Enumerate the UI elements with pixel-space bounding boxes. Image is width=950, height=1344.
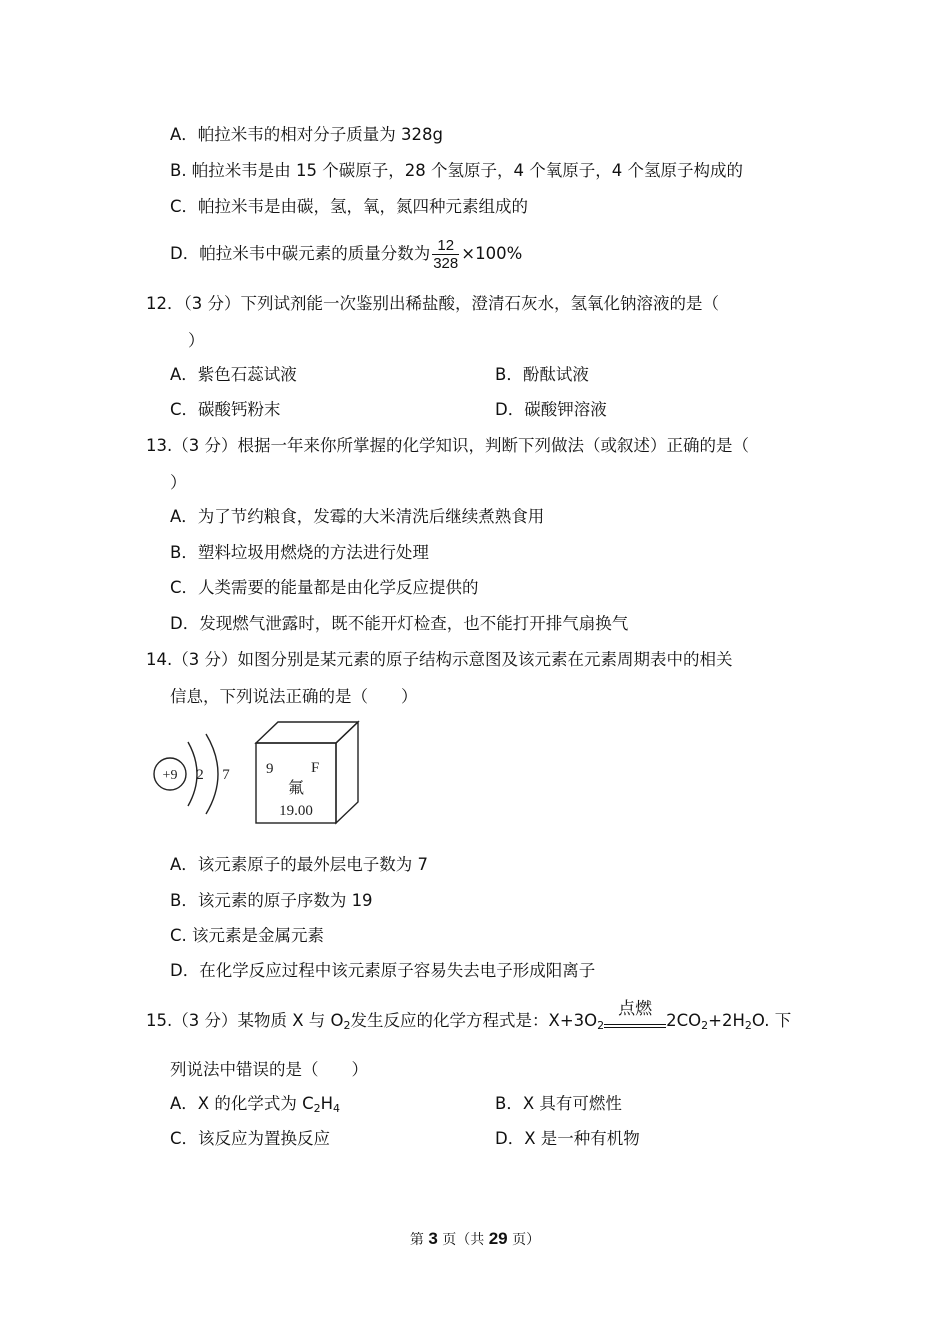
q11-option-c: C．帕拉米韦是由碳，氢，氧，氮四种元素组成的 [170, 197, 529, 216]
fraction-denominator: 328 [433, 255, 459, 272]
q11-option-b: B. 帕拉米韦是由 15 个碳原子，28 个氢原子，4 个氧原子，4 个氢原子构成的 [170, 161, 744, 180]
q11-option-a: A．帕拉米韦的相对分子质量为 328g [170, 125, 443, 144]
footer-prefix: 第 [409, 1232, 429, 1248]
subscript: 2 [343, 1019, 351, 1032]
q14-option-d: D．在化学反应过程中该元素原子容易失去电子形成阳离子 [170, 961, 596, 980]
q13-option-d: D．发现燃气泄露时，既不能开灯检查，也不能打开排气扇换气 [170, 614, 629, 633]
footer-middle: 页（共 [437, 1232, 489, 1248]
q14-option-b: B．该元素的原子序数为 19 [170, 891, 373, 910]
q15-option-c: C．该反应为置换反应 [170, 1129, 331, 1148]
q12-stem: 12．（3 分）下列试剂能一次鉴别出稀盐酸，澄清石灰水，氢氧化钠溶液的是（ [146, 294, 719, 313]
q15-option-a-h: H [320, 1094, 334, 1113]
q13-option-c: C．人类需要的能量都是由化学反应提供的 [170, 578, 479, 597]
q12-option-d: D．碳酸钾溶液 [495, 400, 607, 419]
q11-option-d-suffix: ×100% [461, 244, 523, 263]
q15-stem-part-c: 2CO [666, 1011, 702, 1030]
q14-stem-line2: 信息，下列说法正确的是（ ） [170, 687, 418, 706]
reaction-arrow [604, 999, 666, 1032]
subscript: 2 [701, 1019, 709, 1032]
fluorine-figure [146, 718, 376, 828]
shell-1-electrons: 2 [196, 767, 204, 783]
q14-option-c: C. 该元素是金属元素 [170, 926, 325, 945]
subscript: 4 [333, 1102, 341, 1115]
q15-stem-part-d: +2H [708, 1011, 745, 1030]
current-page: 3 [428, 1229, 438, 1248]
q15-stem-line2: 列说法中错误的是（ ） [170, 1060, 368, 1079]
q13-option-a: A．为了节约粮食，发霉的大米清洗后继续煮熟食用 [170, 507, 545, 526]
q12-option-c: C．碳酸钙粉末 [170, 400, 281, 419]
reaction-condition: 点燃 [618, 999, 653, 1019]
page-footer [0, 1229, 950, 1249]
q12-option-b: B．酚酞试液 [495, 365, 589, 384]
atomic-number: 9 [266, 761, 274, 777]
q11-option-d-prefix: D．帕拉米韦中碳元素的质量分数为 [170, 244, 431, 263]
subscript: 2 [744, 1019, 752, 1032]
q14-stem: 14.（3 分）如图分别是某元素的原子结构示意图及该元素在元素周期表中的相关 [146, 650, 733, 669]
mass-fraction [432, 237, 459, 272]
q15-option-d: D．X 是一种有机物 [495, 1129, 640, 1148]
q13-option-b: B．塑料垃圾用燃烧的方法进行处理 [170, 543, 429, 562]
electron-shell-2 [206, 734, 218, 814]
atom-structure-diagram [146, 718, 376, 828]
q15-option-b: B．X 具有可燃性 [495, 1094, 622, 1113]
q11-option-d [170, 233, 522, 275]
atomic-mass: 19.00 [279, 803, 313, 819]
q15-option-a [170, 1093, 340, 1115]
q12-stem-end: ） [188, 331, 205, 350]
q14-option-a: A．该元素原子的最外层电子数为 7 [170, 855, 429, 874]
q15-stem-part-b: 发生反应的化学方程式是：X+3O [350, 1011, 598, 1030]
shell-2-electrons: 7 [222, 767, 230, 783]
q15-stem-part-a: 15.（3 分）某物质 X 与 O [146, 1011, 344, 1030]
total-pages: 29 [488, 1229, 508, 1248]
element-symbol: F [311, 760, 320, 776]
periodic-table-cell [256, 722, 358, 823]
q15-stem-part-e: O. 下 [751, 1011, 792, 1030]
q15-stem [146, 999, 792, 1032]
footer-suffix: 页） [507, 1232, 541, 1248]
subscript: 2 [597, 1019, 605, 1032]
q15-option-a-prefix: A．X 的化学式为 C [170, 1094, 314, 1113]
q13-stem-end: ） [170, 473, 187, 492]
fraction-numerator: 12 [432, 237, 459, 255]
q12-option-a: A．紫色石蕊试液 [170, 365, 297, 384]
nucleus-charge: +9 [162, 768, 178, 783]
subscript: 2 [313, 1102, 321, 1115]
element-name: 氟 [287, 778, 305, 797]
q13-stem: 13.（3 分）根据一年来你所掌握的化学知识，判断下列做法（或叙述）正确的是（ [146, 436, 749, 455]
